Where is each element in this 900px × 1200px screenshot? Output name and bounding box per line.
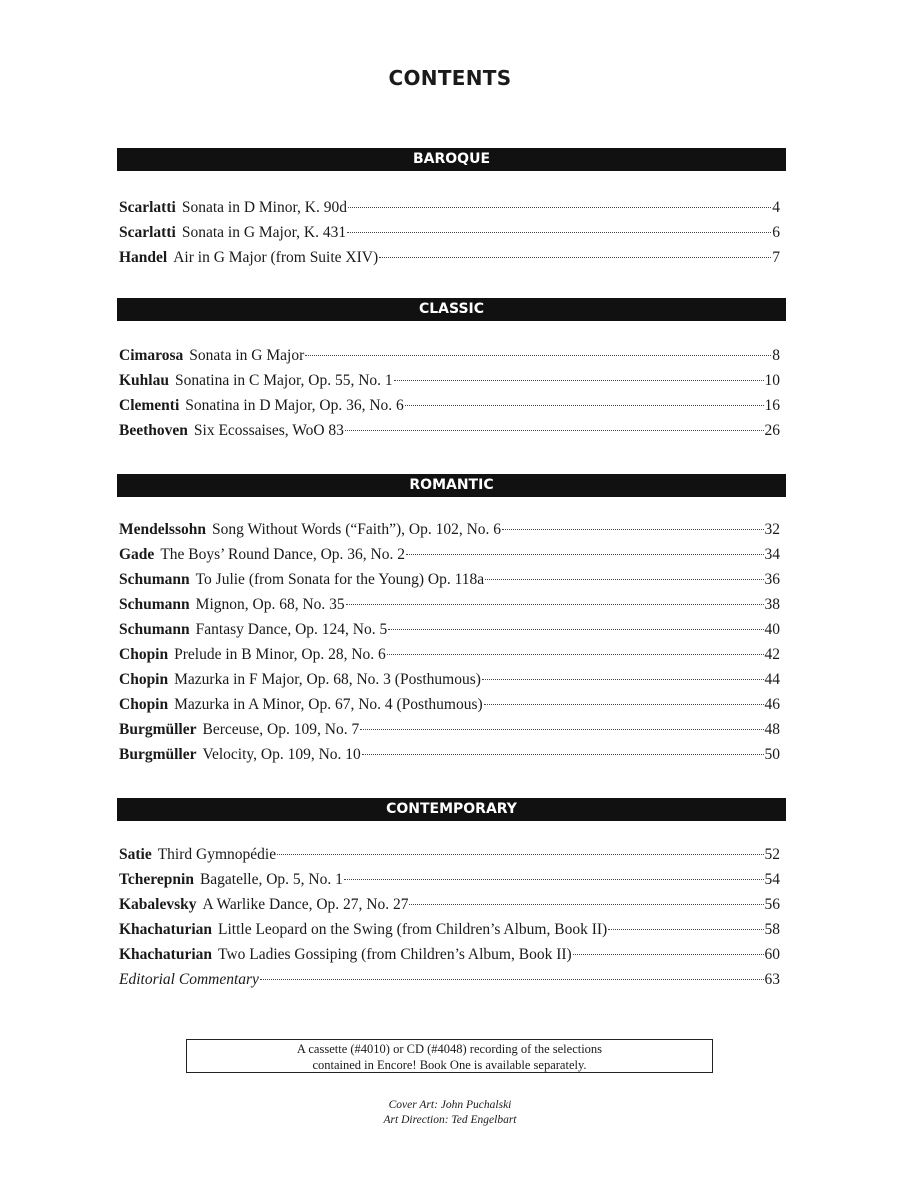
page-title: CONTENTS [388, 66, 512, 90]
dot-leader [348, 206, 771, 208]
composer-name: Chopin [119, 671, 169, 688]
work-title: Velocity, Op. 109, No. 10 [202, 746, 361, 763]
composer-name: Schumann [119, 621, 190, 638]
dot-leader [484, 703, 764, 705]
page-number: 63 [764, 971, 780, 988]
page-number: 36 [764, 571, 780, 588]
dot-leader [485, 578, 763, 580]
toc-entry-editorial-commentary [119, 967, 780, 992]
toc-entry [119, 517, 780, 542]
section-header-classic: CLASSIC [117, 298, 786, 321]
page-number: 26 [764, 422, 780, 439]
section-entries-baroque [119, 195, 780, 270]
dot-leader [394, 379, 764, 381]
section-entries-romantic [119, 517, 780, 767]
toc-entry [119, 592, 780, 617]
work-title: Air in G Major (from Suite XIV) [173, 249, 379, 266]
composer-name: Chopin [119, 646, 169, 663]
work-title: Prelude in B Minor, Op. 28, No. 6 [174, 646, 386, 663]
composer-name: Schumann [119, 596, 190, 613]
dot-leader [502, 528, 763, 530]
work-title: Six Ecossaises, WoO 83 [193, 422, 344, 439]
recording-note-line: contained in Encore! Book One is available separately. [312, 1058, 587, 1072]
recording-note-line: A cassette (#4010) or CD (#4048) recording of the selections [296, 1042, 603, 1056]
work-title: Third Gymnopédie [157, 846, 277, 863]
dot-leader [379, 256, 771, 258]
section-entries-classic [119, 343, 780, 443]
work-title: Little Leopard on the Swing (from Children’s Album, Book II) [218, 921, 608, 938]
composer-name: Burgmüller [119, 746, 197, 763]
page-number: 8 [772, 347, 780, 364]
composer-name: Chopin [119, 696, 169, 713]
dot-leader [409, 903, 763, 905]
composer-name: Satie [119, 846, 152, 863]
dot-leader [406, 553, 764, 555]
toc-entry [119, 617, 780, 642]
dot-leader [344, 878, 764, 880]
work-title: Sonata in G Major, K. 431 [181, 224, 347, 241]
composer-name: Handel [119, 249, 168, 266]
composer-name: Clementi [119, 397, 180, 414]
dot-leader [388, 628, 763, 630]
section-header-romantic: ROMANTIC [117, 474, 786, 497]
dot-leader [405, 404, 764, 406]
toc-entry [119, 542, 780, 567]
section-header-baroque: BAROQUE [117, 148, 786, 171]
work-title: Sonatina in C Major, Op. 55, No. 1 [174, 372, 393, 389]
recording-note-box [186, 1039, 713, 1073]
composer-name: Scarlatti [119, 199, 176, 216]
dot-leader [345, 429, 764, 431]
toc-entry [119, 220, 780, 245]
composer-name: Khachaturian [119, 946, 213, 963]
work-title: Berceuse, Op. 109, No. 7 [202, 721, 360, 738]
toc-entry [119, 245, 780, 270]
dot-leader [362, 753, 764, 755]
dot-leader [277, 853, 763, 855]
dot-leader [347, 231, 771, 233]
toc-entry [119, 917, 780, 942]
work-title: Mignon, Op. 68, No. 35 [195, 596, 345, 613]
page-number: 6 [772, 224, 780, 241]
work-title: Bagatelle, Op. 5, No. 1 [199, 871, 343, 888]
page-number: 46 [764, 696, 780, 713]
composer-name: Scarlatti [119, 224, 176, 241]
work-title: Sonata in G Major [189, 347, 305, 364]
work-title: Mazurka in A Minor, Op. 67, No. 4 (Posthumous) [174, 696, 483, 713]
page-number: 32 [764, 521, 780, 538]
dot-leader [482, 678, 764, 680]
composer-name: Cimarosa [119, 347, 184, 364]
toc-entry [119, 717, 780, 742]
composer-name: Schumann [119, 571, 190, 588]
page-number: 7 [772, 249, 780, 266]
work-title: Song Without Words (“Faith”), Op. 102, No. 6 [212, 521, 502, 538]
page-number: 38 [764, 596, 780, 613]
page-number: 56 [764, 896, 780, 913]
page-number: 10 [764, 372, 780, 389]
page-number: 42 [764, 646, 780, 663]
dot-leader [573, 953, 764, 955]
composer-name: Mendelssohn [119, 521, 206, 538]
work-title: Two Ladies Gossiping (from Children’s Album, Book II) [218, 946, 572, 963]
work-title: Sonatina in D Major, Op. 36, No. 6 [185, 397, 404, 414]
cover-art-credit: Cover Art: John Puchalski [388, 1099, 512, 1111]
page-number: 60 [764, 946, 780, 963]
toc-entry [119, 692, 780, 717]
art-direction-credit: Art Direction: Ted Engelbart [383, 1114, 517, 1126]
toc-entry [119, 195, 780, 220]
toc-entry [119, 368, 780, 393]
credits [0, 1098, 900, 1128]
work-title: Sonata in D Minor, K. 90d [181, 199, 347, 216]
page-number: 48 [764, 721, 780, 738]
toc-entry [119, 742, 780, 767]
page-number: 40 [764, 621, 780, 638]
composer-name: Kuhlau [119, 372, 169, 389]
dot-leader [346, 603, 764, 605]
dot-leader [260, 978, 764, 980]
toc-entry [119, 567, 780, 592]
section-header-contemporary: CONTEMPORARY [117, 798, 786, 821]
toc-entry [119, 642, 780, 667]
composer-name: Beethoven [119, 422, 188, 439]
work-title: To Julie (from Sonata for the Young) Op. 118a [195, 571, 485, 588]
toc-entry [119, 393, 780, 418]
page-number: 58 [764, 921, 780, 938]
work-title: A Warlike Dance, Op. 27, No. 27 [202, 896, 409, 913]
composer-name: Tcherepnin [119, 871, 194, 888]
dot-leader [387, 653, 764, 655]
work-title: The Boys’ Round Dance, Op. 36, No. 2 [160, 546, 405, 563]
composer-name: Gade [119, 546, 155, 563]
work-title: Fantasy Dance, Op. 124, No. 5 [195, 621, 388, 638]
composer-name: Burgmüller [119, 721, 197, 738]
toc-entry [119, 892, 780, 917]
page-number: 16 [764, 397, 780, 414]
page-number: 54 [764, 871, 780, 888]
toc-entry [119, 418, 780, 443]
page-number: 52 [764, 846, 780, 863]
composer-name: Khachaturian [119, 921, 213, 938]
section-entries-contemporary [119, 842, 780, 992]
page-number: 44 [764, 671, 780, 688]
page-number: 50 [764, 746, 780, 763]
toc-entry [119, 667, 780, 692]
toc-entry [119, 842, 780, 867]
composer-name: Kabalevsky [119, 896, 197, 913]
toc-entry [119, 867, 780, 892]
dot-leader [305, 354, 771, 356]
dot-leader [608, 928, 763, 930]
toc-entry [119, 942, 780, 967]
work-title: Mazurka in F Major, Op. 68, No. 3 (Posthumous) [174, 671, 481, 688]
toc-entry [119, 343, 780, 368]
page-number: 4 [772, 199, 780, 216]
dot-leader [360, 728, 763, 730]
page-number: 34 [764, 546, 780, 563]
work-title: Editorial Commentary [119, 971, 259, 988]
